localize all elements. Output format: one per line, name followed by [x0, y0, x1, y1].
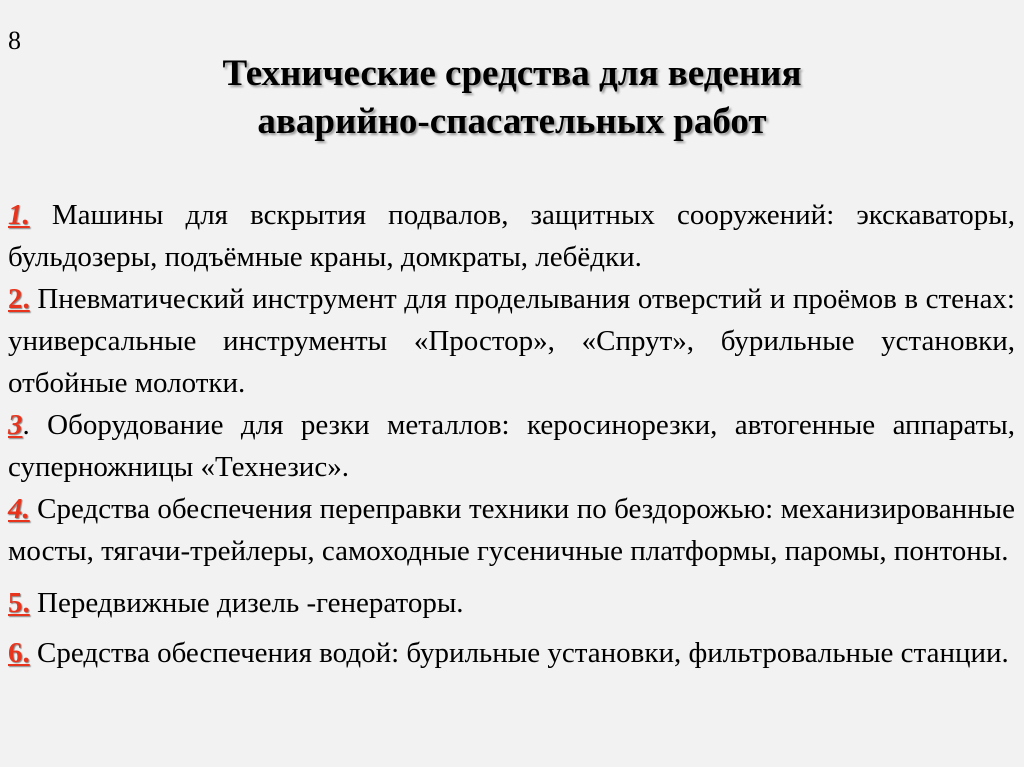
- slide-number: 8: [8, 26, 21, 55]
- list-item-6: [8, 632, 1015, 674]
- slide-title-line-2: аварийно-спасательных работ: [257, 101, 767, 142]
- list-item-2: [8, 278, 1015, 404]
- list-item-text: Средства обеспечения водой: бурильные установки, фильтровальные станции.: [37, 637, 1009, 669]
- list-item-separator: [30, 587, 37, 619]
- list-item-number: 2.: [8, 283, 30, 315]
- list-item-text: Пневматический инструмент для проделывания отверстий и проёмов в стенах: универсальные инструменты «Простор», «Спрут», бурильные установки, отбойные молотки.: [8, 283, 1015, 399]
- list-item-5: [8, 582, 1015, 624]
- slide-title-line-1: Технические средства для ведения: [222, 53, 802, 94]
- list-item-number: 5.: [8, 587, 30, 619]
- list-item-number: 4.: [8, 493, 30, 525]
- equipment-list: [8, 194, 1015, 674]
- list-item-3: [8, 404, 1015, 488]
- list-item-text: Средства обеспечения переправки техники по бездорожью: механизированные мосты, тягачи-трейлеры, самоходные гусеничные платформы, паромы, понтоны.: [8, 493, 1015, 567]
- list-item-number: 3: [8, 409, 23, 441]
- list-item-text: Оборудование для резки металлов: керосинорезки, автогенные аппараты, суперножницы «Технезис».: [8, 409, 1015, 483]
- slide-title: [0, 50, 1024, 146]
- list-item-separator: [30, 199, 52, 231]
- list-item-4: [8, 488, 1015, 572]
- list-item-separator: [30, 637, 37, 669]
- list-item-1: [8, 194, 1015, 278]
- list-item-number: 6.: [8, 637, 30, 669]
- list-item-text: Машины для вскрытия подвалов, защитных сооружений: экскаваторы, бульдозеры, подъёмные краны, домкраты, лебёдки.: [8, 199, 1016, 273]
- list-item-number: 1.: [8, 199, 30, 231]
- list-item-text: Передвижные дизель -генераторы.: [37, 587, 464, 619]
- list-item-separator: .: [22, 409, 48, 441]
